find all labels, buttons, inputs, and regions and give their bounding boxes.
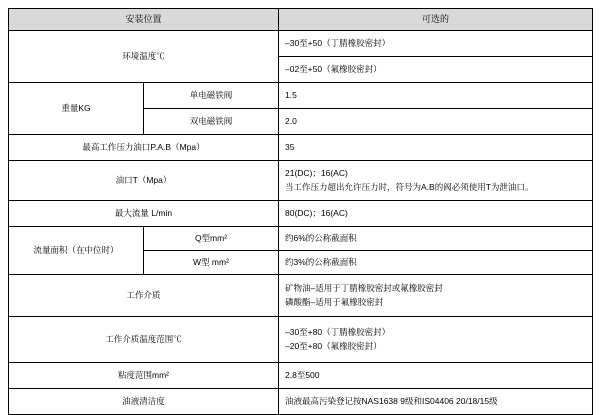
table-head <box>9 9 593 31</box>
row-value-weight-single: 1.5 <box>279 83 593 109</box>
table-row <box>9 31 593 57</box>
row-value-max-working-pressure: 35 <box>279 135 593 161</box>
port-t-line-2: 当工作压力超出允许压力时，符号为A.B的阀必须使用T为泄油口。 <box>285 181 534 192</box>
medium-temp-line-1: –30至+80（丁腈橡胶密封） <box>285 326 391 337</box>
row-label-working-medium: 工作介质 <box>9 275 279 317</box>
row-label-port-t: 油口T（Mpa） <box>9 161 279 201</box>
row-label-viscosity-range: 粘度范围mm² <box>9 363 279 389</box>
row-label-max-flow: 最大流量 L/min <box>9 201 279 227</box>
row-value-viscosity-range: 2.8至500 <box>279 363 593 389</box>
row-sub-double-solenoid: 双电磁铁阀 <box>144 109 279 135</box>
table-row <box>9 161 593 201</box>
row-label-medium-temperature-range: 工作介质温度范围℃ <box>9 317 279 363</box>
table-row <box>9 363 593 389</box>
row-value-ambient-temperature-nbr: –30至+50（丁腈橡胶密封） <box>279 31 593 57</box>
row-value-fluid-cleanliness: 油液最高污染登记按NAS1638 9级和IS04406 20/18/15级 <box>279 389 593 415</box>
table-row <box>9 201 593 227</box>
port-t-line-1: 21(DC)；16(AC) <box>285 167 348 178</box>
row-value-max-flow: 80(DC)；16(AC) <box>279 201 593 227</box>
row-label-weight: 重量KG <box>9 83 144 135</box>
working-medium-line-1: 矿物油–适用于丁腈橡胶密封或氟橡胶密封 <box>285 282 443 293</box>
row-label-flow-area: 流量面积（在中位时） <box>9 227 144 275</box>
table-row <box>9 275 593 317</box>
row-value-weight-double: 2.0 <box>279 109 593 135</box>
row-value-working-medium <box>279 275 593 317</box>
specification-table <box>8 8 593 415</box>
row-value-medium-temperature-range <box>279 317 593 363</box>
working-medium-line-2: 磷酸酯–适用于氟橡胶密封 <box>285 296 384 307</box>
table-row <box>9 317 593 363</box>
row-label-ambient-temperature: 环境温度℃ <box>9 31 279 83</box>
row-sub-single-solenoid: 单电磁铁阀 <box>144 83 279 109</box>
row-sub-type-w: W型 mm² <box>144 251 279 275</box>
row-label-fluid-cleanliness: 油液清洁度 <box>9 389 279 415</box>
row-label-max-working-pressure: 最高工作压力油口P.A.B（Mpa） <box>9 135 279 161</box>
medium-temp-line-2: –20至+80（氟橡胶密封） <box>285 340 382 351</box>
header-options: 可选的 <box>279 9 593 31</box>
table-header-row <box>9 9 593 31</box>
header-install-position: 安装位置 <box>9 9 279 31</box>
table-row <box>9 135 593 161</box>
table-row <box>9 227 593 251</box>
row-value-flow-area-q: 约6%的公称截面积 <box>279 227 593 251</box>
table-row <box>9 83 593 109</box>
row-value-ambient-temperature-fkm: –02至+50（氟橡胶密封） <box>279 57 593 83</box>
row-value-port-t <box>279 161 593 201</box>
table-body <box>9 31 593 415</box>
table-row <box>9 389 593 415</box>
row-value-flow-area-w: 约3%的公称截面积 <box>279 251 593 275</box>
row-sub-type-q: Q型mm² <box>144 227 279 251</box>
